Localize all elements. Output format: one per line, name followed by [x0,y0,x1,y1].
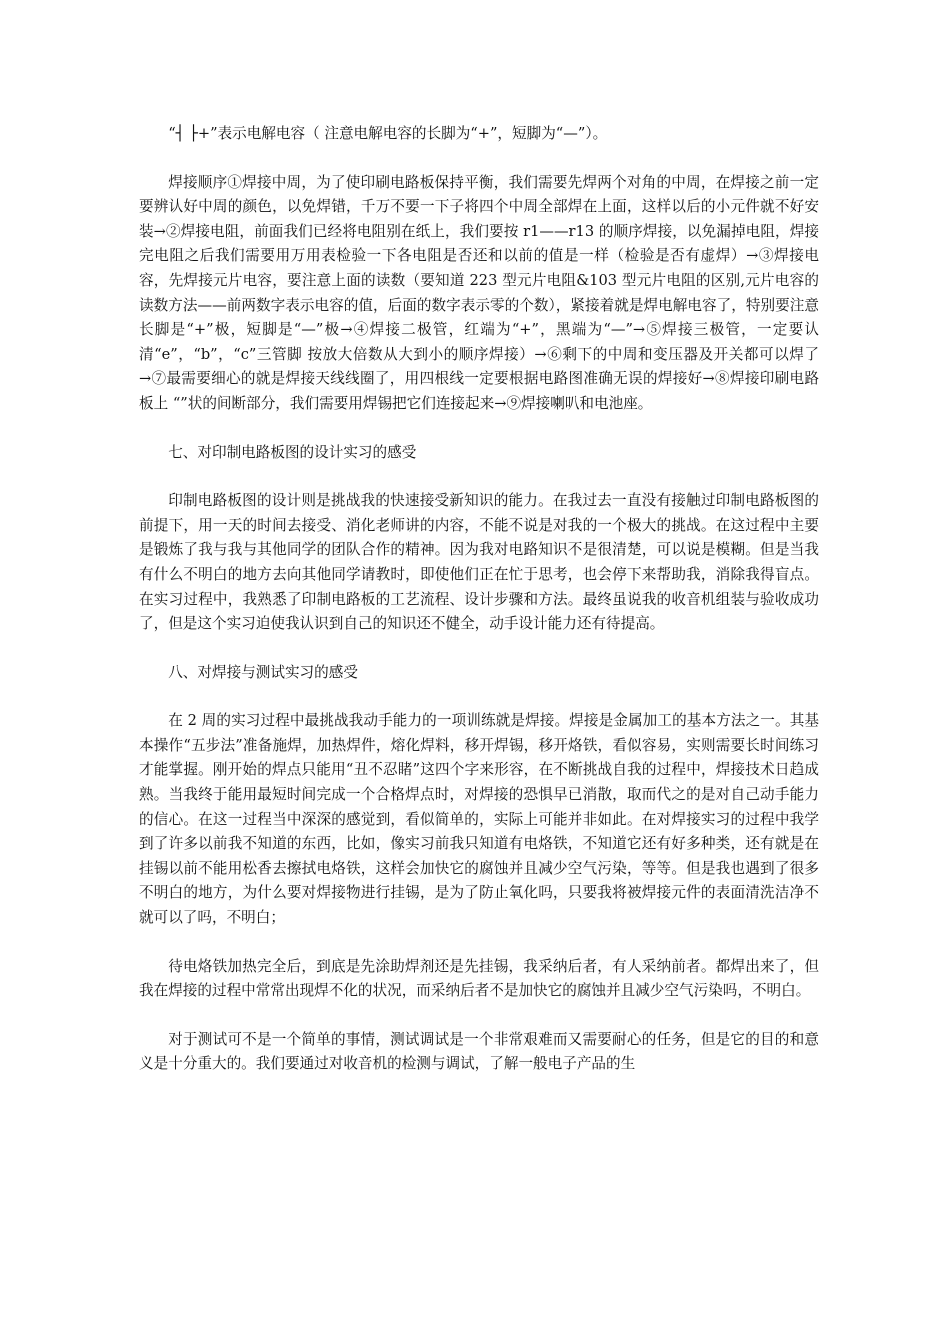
capacitor-note: “┤ ├+”表示电解电容（ 注意电解电容的长脚为“+”，短脚为“—”）。 [168,125,608,142]
section-7-heading: 七、对印制电路板图的设计实习的感受 [168,443,417,461]
section-8-heading: 八、对焊接与测试实习的感受 [168,663,358,681]
section-8-paragraph: 在 2 周的实习过程中最挑战我动手能力的一项训练就是焊接。焊接是金属加工的基本方法之一。其基本操作“五步法”准备施焊，加热焊件，熔化焊料，移开焊锡，移开烙铁，看似容易，实则需要长时间练习才能掌握。刚开始的焊点只能用“丑不忍睹”这四个字来形容，在不断挑战自我的过程中，焊接技术日趋成熟。当我终于能用最短时间完成一个合格焊点时，对焊接的恐惧早已消散，取而代之的是对自己动手能力的信心。在这一过程当中深深的感觉到，看似简单的，实际上可能并非如此。在对焊接实习的过程中我学到了许多以前我不知道的东西，比如，像实习前我只知道有电烙铁，不知道它还有好多种类，还有就是在挂锡以前不能用松香去擦拭电烙铁，这样会加快它的腐蚀并且减少空气污染，等等。但是我也遇到了很多不明白的地方，为什么要对焊接物进行挂锡，是为了防止氧化吗，只要我将被焊接元件的表面清洗洁净不就可以了吗，不明白； [139,712,819,927]
document-page [139,122,819,1077]
testing-paragraph: 对于测试可不是一个简单的事情，测试调试是一个非常艰难而又需要耐心的任务，但是它的目的和意义是十分重大的。我们要通过对收音机的检测与调试，了解一般电子产品的生 [139,1030,819,1073]
welding-order-paragraph: 焊接顺序①焊接中周，为了使印刷电路板保持平衡，我们需要先焊两个对角的中周，在焊接之前一定要辨认好中周的颜色，以免焊错，千万不要一下子将四个中周全部焊在上面，这样以后的小元件就不好安装→②焊接电阻，前面我们已经将电阻别在纸上，我们要按 r1——r13 的顺序焊接，以免漏掉电阻，焊接完电阻之后我们需要用万用表检验一下各电阻是否还和以前的值是一样（检验是否有虚焊）→③焊接电容，先焊接元片电容，要注意上面的读数（要知道 223 型元片电阻&103 型元片电阻的区别,元片电容的读数方法——前两数字表示电容的值，后面的数字表示零的个数），紧接着就是焊电解电容了，特别要注意长脚是“+”极，短脚是“—”极→④焊接二极管，红端为“+”，黑端为“—”→⑤焊接三极管，一定要认清“e”，“b”，“c”三管脚 按放大倍数从大到小的顺序焊接）→⑥剩下的中周和变压器及开关都可以焊了→⑦最需要细心的就是焊接天线线圈了，用四根线一定要根据电路图准确无误的焊接好→⑧焊接印刷电路板上 “”状的间断部分，我们需要用焊锡把它们连接起来→⑨焊接喇叭和电池座。 [139,173,819,412]
section-7-paragraph: 印制电路板图的设计则是挑战我的快速接受新知识的能力。在我过去一直没有接触过印制电路板图的前提下，用一天的时间去接受、消化老师讲的内容，不能不说是对我的一个极大的挑战。在这过程中主要是锻炼了我与我与其他同学的团队合作的精神。因为我对电路知识不是很清楚，可以说是模糊。但是当我有什么不明白的地方去向其他同学请教时，即使他们正在忙于思考，也会停下来帮助我，消除我得盲点。在实习过程中，我熟悉了印制电路板的工艺流程、设计步骤和方法。最终虽说我的收音机组装与验收成功了，但是这个实习迫使我认识到自己的知识还不健全，动手设计能力还有待提高。 [139,492,819,633]
iron-paragraph: 待电烙铁加热完全后，到底是先涂助焊剂还是先挂锡，我采纳后者，有人采纳前者。都焊出来了，但我在焊接的过程中常常出现焊不化的状况，而采纳后者不是加快它的腐蚀并且减少空气污染吗，不明白。 [139,957,819,1000]
